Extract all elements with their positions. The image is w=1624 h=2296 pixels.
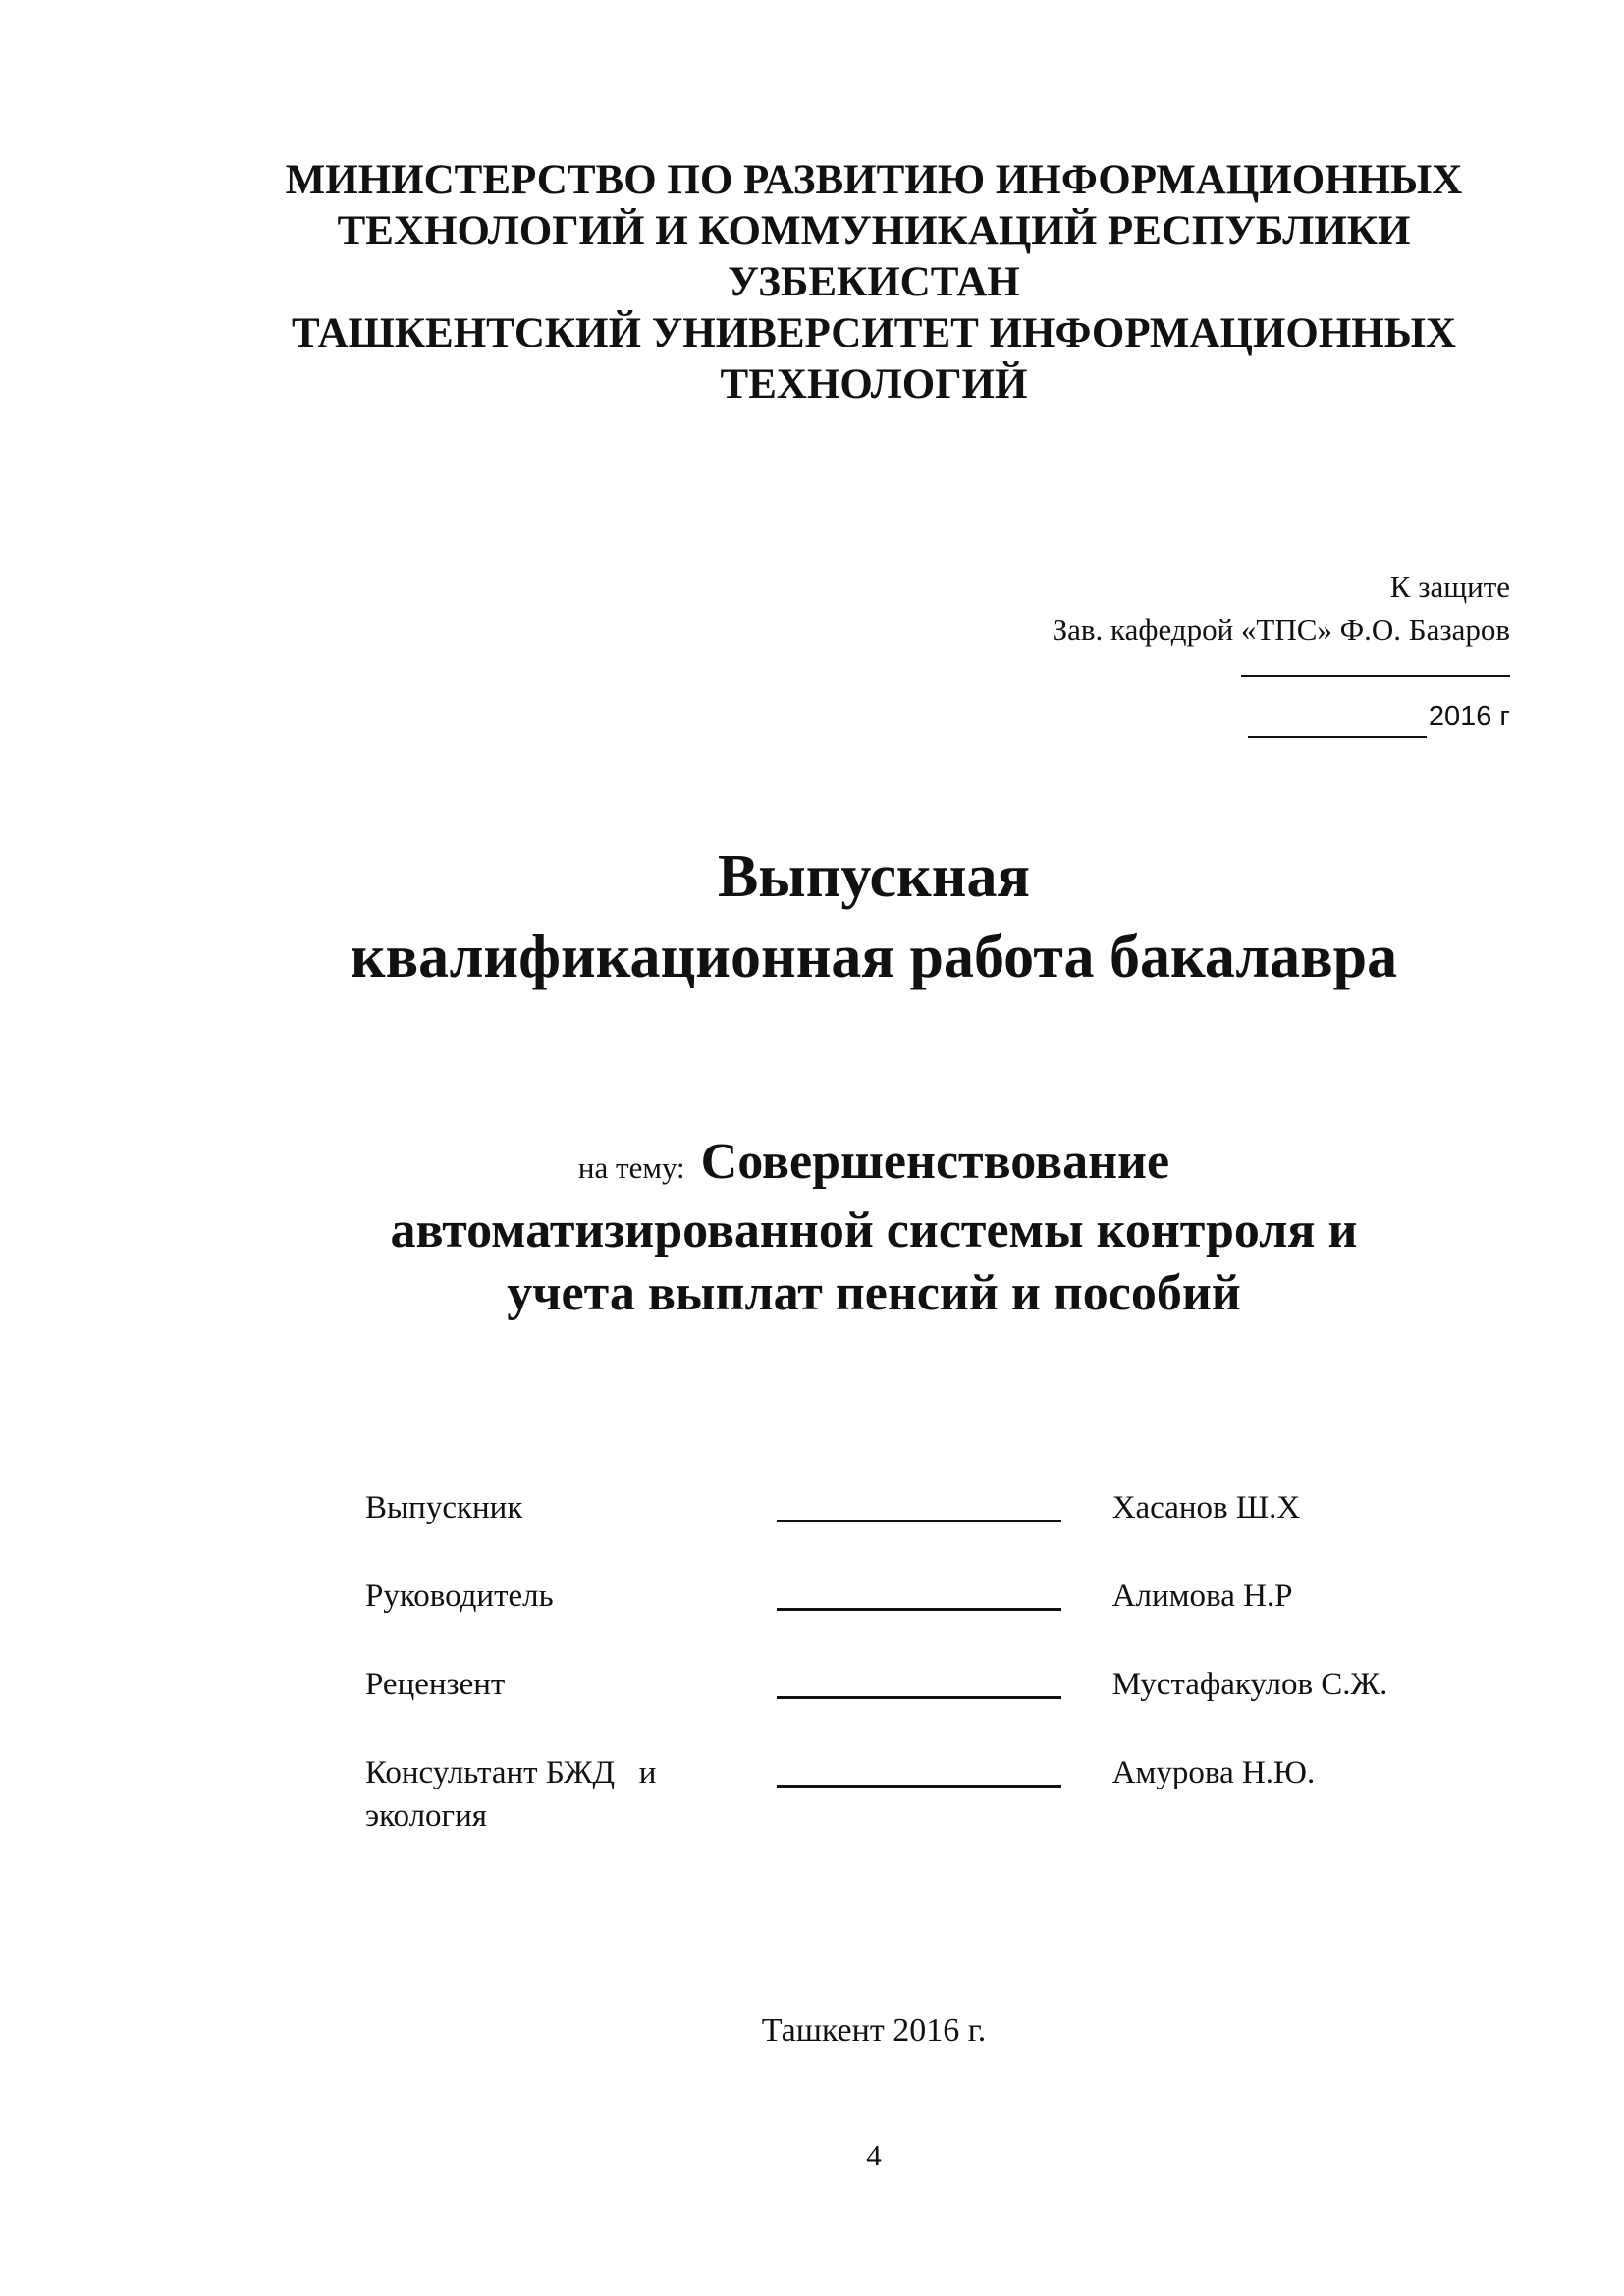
header-line-2: ТЕХНОЛОГИЙ И КОММУНИКАЦИЙ РЕСПУБЛИКИ bbox=[337, 208, 1411, 254]
topic-line-3: учета выплат пенсий и пособий bbox=[507, 1265, 1241, 1321]
signature-role: Руководитель bbox=[365, 1578, 554, 1614]
header-line-3: УЗБЕКИСТАН bbox=[728, 259, 1020, 305]
date-blank-line bbox=[1248, 707, 1427, 738]
signature-line bbox=[777, 1575, 1060, 1611]
head-of-department: Зав. кафедрой «ТПС» Ф.О. Базаров bbox=[1052, 613, 1510, 647]
page-number: 4 bbox=[866, 2138, 882, 2172]
header-line-5: ТЕХНОЛОГИЙ bbox=[720, 361, 1028, 407]
work-title-line-1: Выпускная bbox=[717, 843, 1031, 910]
approval-year: 2016 г bbox=[1428, 701, 1510, 732]
topic-prefix: на тему: bbox=[577, 1150, 685, 1185]
topic-line-1: Совершенствование bbox=[700, 1134, 1170, 1190]
institution-header bbox=[196, 155, 1551, 410]
signature-name: Алимова Н.Р bbox=[1111, 1578, 1293, 1614]
signatures-table bbox=[365, 1486, 1494, 1840]
signature-row bbox=[365, 1751, 1494, 1840]
topic-block bbox=[196, 1131, 1551, 1325]
approval-label: К защите bbox=[1389, 569, 1510, 604]
signature-name: Мустафакулов С.Ж. bbox=[1111, 1667, 1388, 1702]
signature-row bbox=[365, 1663, 1494, 1751]
signature-line bbox=[777, 1663, 1060, 1699]
signature-row bbox=[365, 1486, 1494, 1575]
header-line-4: ТАШКЕНТСКИЙ УНИВЕРСИТЕТ ИНФОРМАЦИОННЫХ bbox=[292, 310, 1456, 356]
header-line-1: МИНИСТЕРСТВО ПО РАЗВИТИЮ ИНФОРМАЦИОННЫХ bbox=[285, 157, 1463, 203]
approval-date bbox=[1053, 695, 1510, 738]
city-year: Ташкент 2016 г. bbox=[761, 2012, 987, 2049]
work-title bbox=[196, 836, 1551, 997]
approval-block bbox=[1053, 565, 1510, 738]
signature-blank-line bbox=[1241, 654, 1510, 677]
signature-line bbox=[777, 1751, 1060, 1788]
signature-name: Хасанов Ш.Х bbox=[1111, 1490, 1301, 1525]
work-title-line-2: квалификационная работа бакалавра bbox=[350, 924, 1398, 990]
topic-line-2: автоматизированной системы контроля и bbox=[390, 1202, 1358, 1258]
signature-row bbox=[365, 1575, 1494, 1663]
signature-role: Рецензент bbox=[365, 1667, 506, 1702]
signature-role: Выпускник bbox=[365, 1490, 523, 1525]
signature-line bbox=[777, 1486, 1060, 1522]
signature-role: Консультант БЖД и экология bbox=[365, 1755, 657, 1834]
signature-name: Амурова Н.Ю. bbox=[1111, 1755, 1316, 1790]
